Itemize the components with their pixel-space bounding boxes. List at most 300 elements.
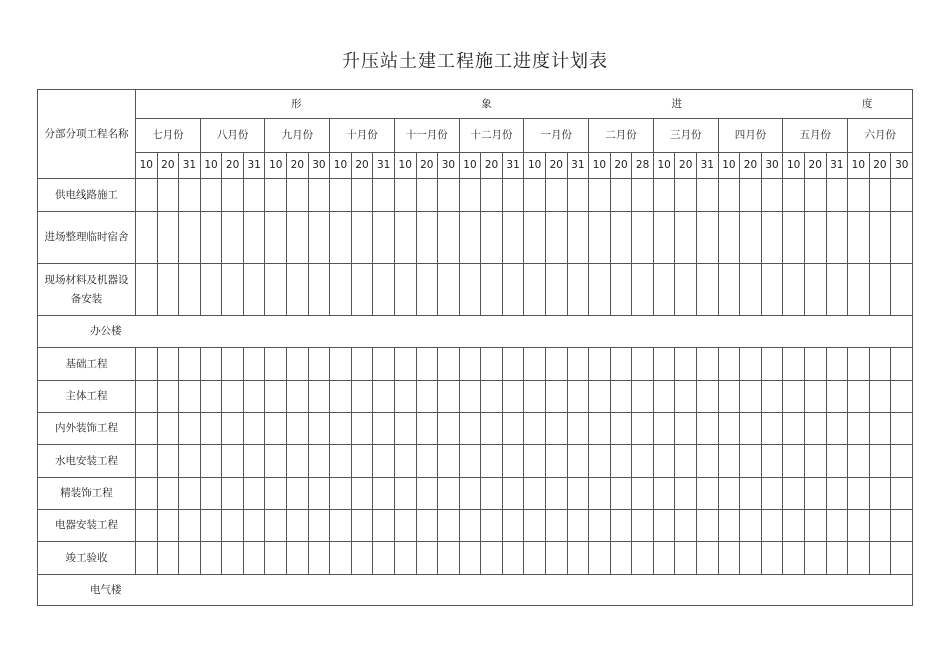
schedule-cell xyxy=(804,478,826,510)
schedule-cell xyxy=(351,381,373,413)
schedule-cell xyxy=(330,381,352,413)
schedule-cell xyxy=(438,413,460,445)
schedule-cell xyxy=(222,445,244,478)
schedule-cell xyxy=(653,179,675,212)
schedule-cell xyxy=(545,542,567,575)
schedule-cell xyxy=(373,348,395,381)
schedule-cell xyxy=(438,445,460,478)
schedule-cell xyxy=(157,264,179,316)
task-label: 主体工程 xyxy=(38,381,136,413)
schedule-cell xyxy=(718,179,740,212)
table-row xyxy=(38,179,913,212)
schedule-cell xyxy=(653,445,675,478)
month-header: 二月份 xyxy=(589,119,654,153)
schedule-cell xyxy=(287,348,309,381)
schedule-cell xyxy=(697,413,719,445)
schedule-cell xyxy=(589,179,611,212)
schedule-cell xyxy=(589,478,611,510)
schedule-cell xyxy=(222,179,244,212)
schedule-cell xyxy=(891,478,913,510)
schedule-cell xyxy=(826,478,848,510)
schedule-cell xyxy=(869,348,891,381)
schedule-cell xyxy=(330,212,352,264)
schedule-cell xyxy=(416,381,438,413)
progress-header: 形 象 进 度 xyxy=(136,90,913,119)
schedule-cell xyxy=(567,542,589,575)
schedule-cell xyxy=(481,381,503,413)
table-row xyxy=(38,510,913,542)
table-row xyxy=(38,212,913,264)
schedule-cell xyxy=(459,542,481,575)
schedule-cell xyxy=(373,510,395,542)
schedule-cell xyxy=(848,413,870,445)
section-row xyxy=(38,575,913,606)
schedule-cell xyxy=(265,413,287,445)
schedule-cell xyxy=(653,381,675,413)
schedule-cell xyxy=(567,478,589,510)
schedule-cell xyxy=(804,381,826,413)
schedule-cell xyxy=(179,542,201,575)
schedule-cell xyxy=(157,179,179,212)
schedule-cell xyxy=(697,348,719,381)
schedule-cell xyxy=(718,413,740,445)
schedule-cell xyxy=(761,212,783,264)
schedule-cell xyxy=(891,413,913,445)
schedule-cell xyxy=(848,542,870,575)
schedule-cell xyxy=(610,348,632,381)
schedule-cell xyxy=(783,348,805,381)
schedule-cell xyxy=(200,264,222,316)
schedule-cell xyxy=(459,179,481,212)
schedule-cell xyxy=(891,542,913,575)
schedule-cell xyxy=(243,264,265,316)
schedule-cell xyxy=(373,212,395,264)
schedule-cell xyxy=(826,445,848,478)
schedule-cell xyxy=(740,413,762,445)
schedule-cell xyxy=(632,264,654,316)
schedule-cell xyxy=(308,212,330,264)
schedule-cell xyxy=(394,445,416,478)
schedule-cell xyxy=(351,478,373,510)
schedule-cell xyxy=(265,179,287,212)
schedule-cell xyxy=(394,348,416,381)
task-label: 水电安装工程 xyxy=(38,445,136,478)
schedule-cell xyxy=(502,212,524,264)
schedule-cell xyxy=(697,510,719,542)
schedule-cell xyxy=(200,381,222,413)
day-header: 31 xyxy=(697,153,719,179)
schedule-cell xyxy=(394,510,416,542)
section-label: 电气楼 xyxy=(38,575,913,606)
schedule-cell xyxy=(502,348,524,381)
schedule-cell xyxy=(351,264,373,316)
schedule-cell xyxy=(545,478,567,510)
schedule-cell xyxy=(179,264,201,316)
task-label: 竣工验收 xyxy=(38,542,136,575)
day-header: 30 xyxy=(438,153,460,179)
schedule-cell xyxy=(200,413,222,445)
month-header: 十月份 xyxy=(330,119,395,153)
table-row xyxy=(38,478,913,510)
schedule-cell xyxy=(222,381,244,413)
schedule-cell xyxy=(243,212,265,264)
schedule-cell xyxy=(524,478,546,510)
day-header: 31 xyxy=(243,153,265,179)
schedule-cell xyxy=(718,478,740,510)
schedule-cell xyxy=(524,413,546,445)
schedule-cell xyxy=(826,381,848,413)
schedule-cell xyxy=(675,445,697,478)
schedule-cell xyxy=(848,445,870,478)
schedule-cell xyxy=(330,510,352,542)
month-header: 六月份 xyxy=(848,119,913,153)
task-label: 基础工程 xyxy=(38,348,136,381)
schedule-cell xyxy=(632,413,654,445)
schedule-cell xyxy=(567,381,589,413)
schedule-cell xyxy=(394,413,416,445)
schedule-cell xyxy=(524,381,546,413)
schedule-cell xyxy=(394,212,416,264)
schedule-cell xyxy=(502,381,524,413)
schedule-cell xyxy=(697,381,719,413)
schedule-cell xyxy=(200,212,222,264)
schedule-cell xyxy=(869,413,891,445)
schedule-cell xyxy=(308,413,330,445)
schedule-cell xyxy=(243,381,265,413)
schedule-cell xyxy=(718,264,740,316)
schedule-cell xyxy=(243,348,265,381)
schedule-cell xyxy=(222,264,244,316)
schedule-cell xyxy=(265,264,287,316)
schedule-cell xyxy=(459,348,481,381)
schedule-cell xyxy=(394,542,416,575)
schedule-cell xyxy=(869,212,891,264)
schedule-cell xyxy=(804,212,826,264)
schedule-cell xyxy=(632,179,654,212)
day-header: 10 xyxy=(265,153,287,179)
schedule-cell xyxy=(632,212,654,264)
schedule-cell xyxy=(265,212,287,264)
schedule-cell xyxy=(545,348,567,381)
schedule-cell xyxy=(869,510,891,542)
schedule-cell xyxy=(610,413,632,445)
schedule-cell xyxy=(351,445,373,478)
schedule-cell xyxy=(416,510,438,542)
schedule-cell xyxy=(265,478,287,510)
schedule-cell xyxy=(804,445,826,478)
schedule-cell xyxy=(416,264,438,316)
schedule-cell xyxy=(589,381,611,413)
schedule-cell xyxy=(481,212,503,264)
schedule-cell xyxy=(740,179,762,212)
schedule-cell xyxy=(308,264,330,316)
schedule-cell xyxy=(848,179,870,212)
schedule-cell xyxy=(675,510,697,542)
schedule-cell xyxy=(545,212,567,264)
schedule-cell xyxy=(200,348,222,381)
schedule-cell xyxy=(459,478,481,510)
day-header: 30 xyxy=(891,153,913,179)
schedule-cell xyxy=(136,413,158,445)
schedule-cell xyxy=(697,179,719,212)
schedule-cell xyxy=(826,179,848,212)
schedule-cell xyxy=(761,542,783,575)
schedule-cell xyxy=(308,179,330,212)
schedule-cell xyxy=(179,212,201,264)
schedule-cell xyxy=(157,413,179,445)
schedule-cell xyxy=(373,413,395,445)
schedule-cell xyxy=(265,348,287,381)
schedule-cell xyxy=(157,542,179,575)
schedule-cell xyxy=(330,478,352,510)
schedule-cell xyxy=(740,445,762,478)
schedule-cell xyxy=(136,381,158,413)
schedule-cell xyxy=(459,510,481,542)
schedule-cell xyxy=(589,510,611,542)
schedule-cell xyxy=(438,381,460,413)
schedule-cell xyxy=(157,510,179,542)
schedule-cell xyxy=(783,445,805,478)
schedule-cell xyxy=(179,478,201,510)
schedule-cell xyxy=(783,179,805,212)
schedule-cell xyxy=(891,264,913,316)
schedule-cell xyxy=(438,348,460,381)
schedule-cell xyxy=(740,212,762,264)
schedule-cell xyxy=(632,510,654,542)
schedule-cell xyxy=(243,413,265,445)
month-header: 十一月份 xyxy=(394,119,459,153)
schedule-cell xyxy=(718,212,740,264)
schedule-cell xyxy=(157,478,179,510)
schedule-cell xyxy=(524,542,546,575)
schedule-cell xyxy=(394,381,416,413)
schedule-cell xyxy=(287,212,309,264)
schedule-cell xyxy=(136,510,158,542)
schedule-cell xyxy=(804,510,826,542)
schedule-cell xyxy=(632,445,654,478)
schedule-cell xyxy=(848,264,870,316)
schedule-cell xyxy=(826,264,848,316)
schedule-cell xyxy=(761,381,783,413)
schedule-cell xyxy=(330,542,352,575)
day-header: 20 xyxy=(545,153,567,179)
schedule-cell xyxy=(373,264,395,316)
schedule-cell xyxy=(632,542,654,575)
schedule-cell xyxy=(222,510,244,542)
schedule-cell xyxy=(265,542,287,575)
schedule-cell xyxy=(589,445,611,478)
schedule-cell xyxy=(675,381,697,413)
schedule-cell xyxy=(869,264,891,316)
schedule-cell xyxy=(330,413,352,445)
day-header: 10 xyxy=(848,153,870,179)
schedule-cell xyxy=(502,179,524,212)
schedule-cell xyxy=(308,510,330,542)
table-row xyxy=(38,413,913,445)
schedule-cell xyxy=(610,542,632,575)
schedule-cell xyxy=(869,445,891,478)
schedule-cell xyxy=(804,413,826,445)
schedule-cell xyxy=(567,413,589,445)
schedule-cell xyxy=(416,212,438,264)
schedule-cell xyxy=(524,510,546,542)
schedule-cell xyxy=(287,445,309,478)
day-header: 20 xyxy=(675,153,697,179)
schedule-cell xyxy=(567,445,589,478)
schedule-cell xyxy=(761,179,783,212)
schedule-cell xyxy=(675,212,697,264)
schedule-cell xyxy=(804,179,826,212)
section-row xyxy=(38,316,913,348)
schedule-cell xyxy=(222,542,244,575)
table-row xyxy=(38,381,913,413)
section-label: 办公楼 xyxy=(38,316,913,348)
schedule-cell xyxy=(438,264,460,316)
task-label: 内外装饰工程 xyxy=(38,413,136,445)
schedule-cell xyxy=(502,413,524,445)
schedule-cell xyxy=(891,212,913,264)
schedule-cell xyxy=(826,510,848,542)
schedule-cell xyxy=(481,510,503,542)
day-header: 31 xyxy=(179,153,201,179)
schedule-cell xyxy=(761,445,783,478)
schedule-cell xyxy=(589,212,611,264)
schedule-cell xyxy=(697,542,719,575)
schedule-cell xyxy=(783,381,805,413)
day-header: 30 xyxy=(761,153,783,179)
schedule-cell xyxy=(589,348,611,381)
schedule-cell xyxy=(502,542,524,575)
schedule-cell xyxy=(761,413,783,445)
schedule-cell xyxy=(740,510,762,542)
schedule-cell xyxy=(136,348,158,381)
schedule-cell xyxy=(524,212,546,264)
schedule-cell xyxy=(179,510,201,542)
schedule-cell xyxy=(308,542,330,575)
schedule-cell xyxy=(804,348,826,381)
schedule-cell xyxy=(351,179,373,212)
schedule-cell xyxy=(308,348,330,381)
schedule-cell xyxy=(869,179,891,212)
day-header: 20 xyxy=(804,153,826,179)
schedule-cell xyxy=(157,381,179,413)
schedule-cell xyxy=(804,542,826,575)
schedule-cell xyxy=(287,478,309,510)
schedule-cell xyxy=(502,510,524,542)
day-header: 20 xyxy=(287,153,309,179)
schedule-cell xyxy=(891,445,913,478)
schedule-cell xyxy=(265,510,287,542)
day-header: 10 xyxy=(136,153,158,179)
schedule-cell xyxy=(179,381,201,413)
schedule-cell xyxy=(589,413,611,445)
schedule-cell xyxy=(891,348,913,381)
schedule-cell xyxy=(136,478,158,510)
schedule-cell xyxy=(567,348,589,381)
schedule-cell xyxy=(481,542,503,575)
schedule-cell xyxy=(718,445,740,478)
schedule-cell xyxy=(287,542,309,575)
schedule-cell xyxy=(826,542,848,575)
schedule-cell xyxy=(502,264,524,316)
schedule-cell xyxy=(481,348,503,381)
day-header: 28 xyxy=(632,153,654,179)
day-header: 10 xyxy=(589,153,611,179)
day-header: 10 xyxy=(718,153,740,179)
schedule-cell xyxy=(200,179,222,212)
schedule-cell xyxy=(761,348,783,381)
schedule-cell xyxy=(589,542,611,575)
day-header: 31 xyxy=(567,153,589,179)
schedule-cell xyxy=(653,212,675,264)
schedule-cell xyxy=(373,445,395,478)
schedule-cell xyxy=(761,264,783,316)
schedule-cell xyxy=(308,381,330,413)
schedule-cell xyxy=(740,542,762,575)
schedule-cell xyxy=(243,510,265,542)
schedule-cell xyxy=(136,445,158,478)
day-header: 31 xyxy=(826,153,848,179)
day-header: 10 xyxy=(524,153,546,179)
schedule-cell xyxy=(459,264,481,316)
schedule-cell xyxy=(502,445,524,478)
schedule-cell xyxy=(653,413,675,445)
schedule-cell xyxy=(826,348,848,381)
table-row xyxy=(38,264,913,316)
schedule-cell xyxy=(718,510,740,542)
schedule-cell xyxy=(136,542,158,575)
schedule-cell xyxy=(848,478,870,510)
schedule-cell xyxy=(330,445,352,478)
schedule-cell xyxy=(222,413,244,445)
schedule-cell xyxy=(200,445,222,478)
schedule-cell xyxy=(438,542,460,575)
schedule-cell xyxy=(869,542,891,575)
schedule-cell xyxy=(179,348,201,381)
schedule-cell xyxy=(869,381,891,413)
task-label: 进场整理临时宿舍 xyxy=(38,212,136,264)
day-header: 20 xyxy=(869,153,891,179)
schedule-cell xyxy=(287,381,309,413)
schedule-cell xyxy=(567,179,589,212)
schedule-cell xyxy=(589,264,611,316)
schedule-cell xyxy=(394,264,416,316)
schedule-cell xyxy=(761,478,783,510)
schedule-cell xyxy=(783,212,805,264)
schedule-cell xyxy=(179,413,201,445)
schedule-cell xyxy=(697,445,719,478)
schedule-cell xyxy=(438,179,460,212)
schedule-cell xyxy=(416,445,438,478)
schedule-cell xyxy=(200,542,222,575)
schedule-cell xyxy=(740,381,762,413)
month-header: 八月份 xyxy=(200,119,265,153)
schedule-cell xyxy=(438,212,460,264)
schedule-cell xyxy=(179,445,201,478)
schedule-cell xyxy=(697,264,719,316)
schedule-cell xyxy=(287,264,309,316)
schedule-cell xyxy=(351,542,373,575)
schedule-cell xyxy=(653,542,675,575)
schedule-cell xyxy=(524,445,546,478)
schedule-cell xyxy=(891,510,913,542)
schedule-cell xyxy=(157,212,179,264)
schedule-cell xyxy=(545,510,567,542)
month-header: 十二月份 xyxy=(459,119,524,153)
schedule-cell xyxy=(848,212,870,264)
schedule-cell xyxy=(610,264,632,316)
schedule-cell xyxy=(136,179,158,212)
